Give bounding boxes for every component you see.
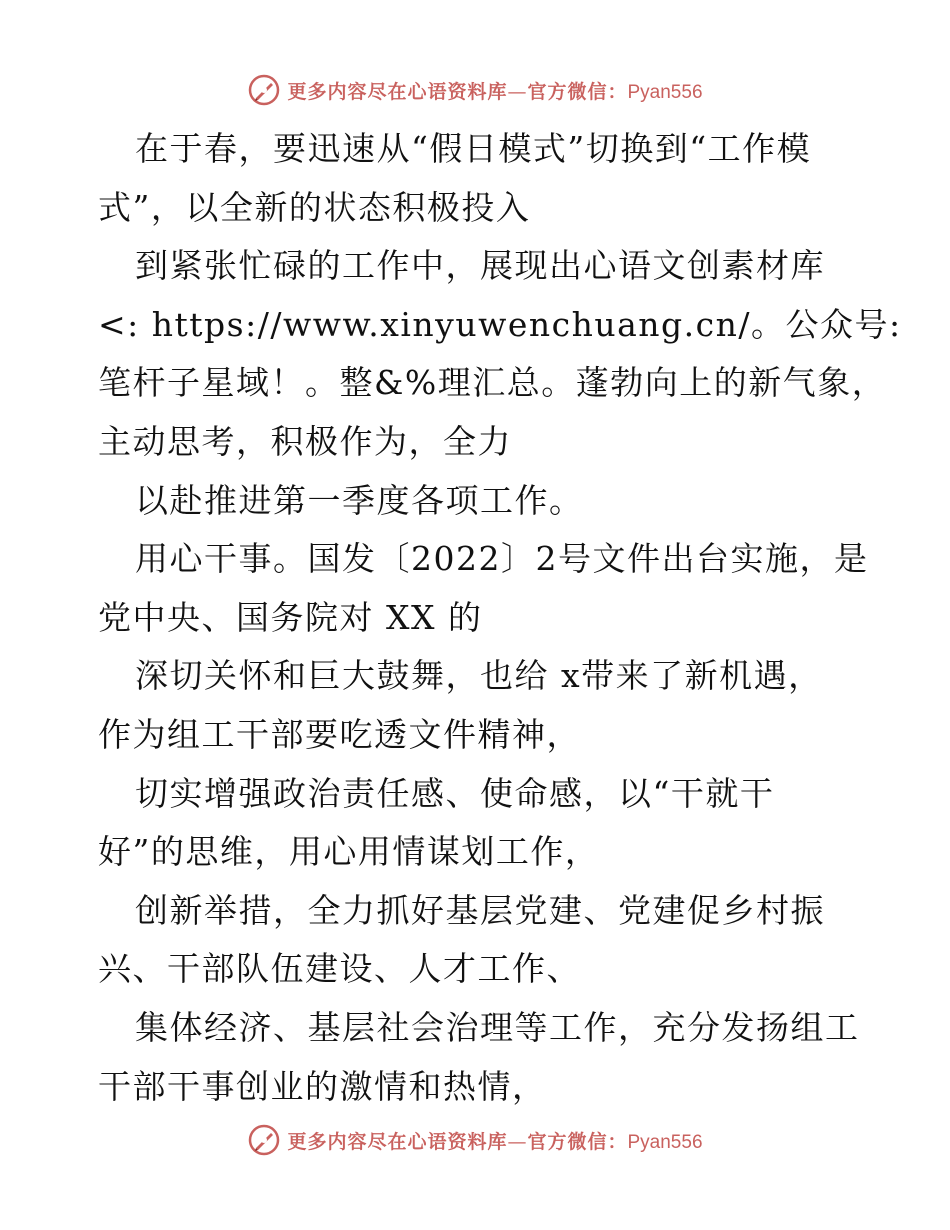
header-watermark-banner [0,68,950,112]
text-line: 式”，以全新的状态积极投入 [98,187,531,227]
text-line: 干部干事创业的激情和热情， [98,1066,547,1106]
text-line: 创新举措，全力抓好基层党建、党建促乡村振 [135,890,825,930]
text-line: 作为组工干部要吃透文件精神， [98,714,581,754]
text-line: 主动思考，积极作为，全力 [98,421,512,461]
text-line: 用心干事。国发〔2022〕2号文件出台实施，是 [135,539,869,579]
document-body [98,120,902,1116]
text-line: 笔杆子星域！。整&%理汇总。蓬勃向上的新气象， [98,363,887,403]
banner-text: 更多内容尽在心语资料库—官方微信：Pyan556 [287,80,703,103]
text-line: 深切关怀和巨大鼓舞，也给 x带来了新机遇， [135,656,823,696]
text-line: 集体经济、基层社会治理等工作，充分发扬组工 [135,1007,860,1047]
text-line: 切实增强政治责任感、使命感，以“干就干 [135,773,775,813]
banner-text: 更多内容尽在心语资料库—官方微信：Pyan556 [287,1130,703,1153]
text-line: 党中央、国务院对 XX 的 [98,597,483,637]
text-line: 到紧张忙碌的工作中，展现出心语文创素材库 [135,246,825,286]
text-line: 好”的思维，用心用情谋划工作， [98,832,600,872]
text-line: 在于春，要迅速从“假日模式”切换到“工作模 [135,129,812,168]
pen-logo-icon [247,73,281,107]
text-line: 以赴推进第一季度各项工作。 [135,480,584,520]
text-line: 兴、干部队伍建设、人才工作、 [98,949,581,989]
footer-watermark-banner [0,1118,950,1162]
pen-logo-icon [247,1123,281,1157]
text-line-url: <: https://www.xinyuwenchuang.cn/。公众号: [98,304,902,344]
